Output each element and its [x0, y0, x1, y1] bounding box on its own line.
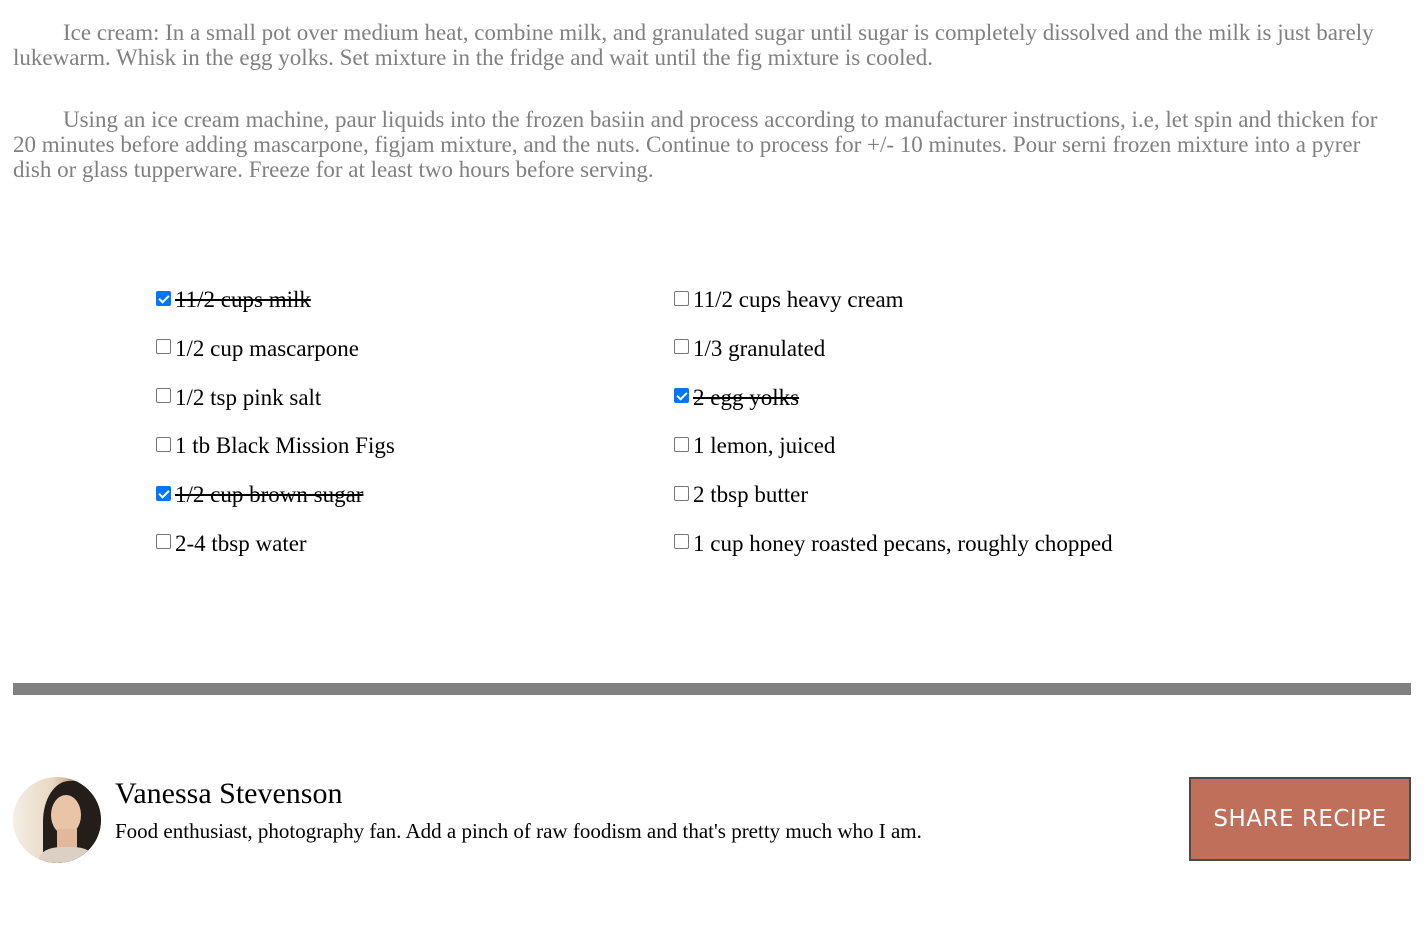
ingredient-item[interactable] — [673, 284, 1233, 316]
ingredient-item[interactable] — [673, 382, 1233, 414]
ingredient-label: 1 lemon, juiced — [693, 433, 836, 459]
ingredient-item[interactable] — [673, 479, 1233, 511]
ingredient-checkbox[interactable] — [674, 486, 689, 501]
ingredient-item[interactable] — [673, 528, 1233, 560]
author-section — [13, 777, 1411, 863]
ingredient-item[interactable] — [155, 479, 673, 511]
ingredient-label: 1/3 granulated — [693, 335, 826, 361]
ingredient-item[interactable] — [155, 528, 673, 560]
ingredient-checkbox[interactable] — [156, 534, 171, 549]
ingredient-item[interactable] — [155, 382, 673, 414]
author-bio: Food enthusiast, photography fan. Add a pinch of raw foodism and that's pretty much who I am. — [115, 819, 922, 843]
share-recipe-button[interactable]: SHARE RECIPE — [1189, 777, 1411, 861]
ingredient-label: 1/2 cup brown sugar — [175, 482, 364, 508]
ingredient-label: 1 cup honey roasted pecans, roughly chopped — [693, 530, 1113, 556]
ingredient-item[interactable] — [673, 333, 1233, 365]
avatar-shirt-shape — [39, 847, 95, 863]
ingredient-checklist — [155, 284, 1255, 577]
instruction-ice-cream: Ice cream: In a small pot over medium heat, combine milk, and granulated sugar until sugar is completely dissolved and the milk is just barely lukewarm. Whisk in the egg yolks. Set mixture in the fridge and wait until the fig mixture is cooled. — [13, 20, 1374, 70]
ingredient-label: 1/2 cup mascarpone — [175, 335, 359, 361]
ingredient-checkbox[interactable] — [674, 437, 689, 452]
ingredient-checkbox[interactable] — [156, 437, 171, 452]
ingredient-item[interactable] — [155, 284, 673, 316]
instruction-ice-cream-machine: Using an ice cream machine, paur liquids into the frozen basiin and process according to manufacturer instructions, i.e, let spin and thicken for 20 minutes before adding mascarpone, figjam mixture, and the nuts. Continue to process for +/- 10 minutes. Pour serni frozen mixture into a pyrer dish or glass tupperware. Freeze for at least two hours before serving. — [13, 107, 1378, 182]
author-name: Vanessa Stevenson — [115, 777, 343, 810]
ingredient-checkbox[interactable] — [674, 388, 689, 403]
ingredient-checkbox[interactable] — [674, 291, 689, 306]
author-avatar — [13, 777, 101, 863]
ingredient-checkbox[interactable] — [156, 486, 171, 501]
ingredient-item[interactable] — [673, 430, 1233, 462]
recipe-instructions — [13, 20, 1403, 219]
ingredient-label: 11/2 cups heavy cream — [693, 287, 904, 312]
ingredient-label: 2-4 tbsp water — [175, 530, 307, 556]
section-divider — [13, 683, 1411, 695]
ingredient-label: 2 tbsp butter — [693, 482, 808, 508]
ingredient-checkbox[interactable] — [674, 339, 689, 354]
ingredient-item[interactable] — [155, 430, 673, 462]
ingredient-label: 11/2 cups milk — [175, 287, 311, 312]
ingredient-checkbox[interactable] — [674, 534, 689, 549]
ingredient-label: 1/2 tsp pink salt — [175, 384, 322, 410]
ingredient-label: 2 egg yolks — [693, 384, 800, 410]
ingredient-checkbox[interactable] — [156, 339, 171, 354]
ingredient-checkbox[interactable] — [156, 388, 171, 403]
ingredient-item[interactable] — [155, 333, 673, 365]
ingredient-checkbox[interactable] — [156, 291, 171, 306]
ingredient-label: 1 tb Black Mission Figs — [175, 433, 395, 459]
